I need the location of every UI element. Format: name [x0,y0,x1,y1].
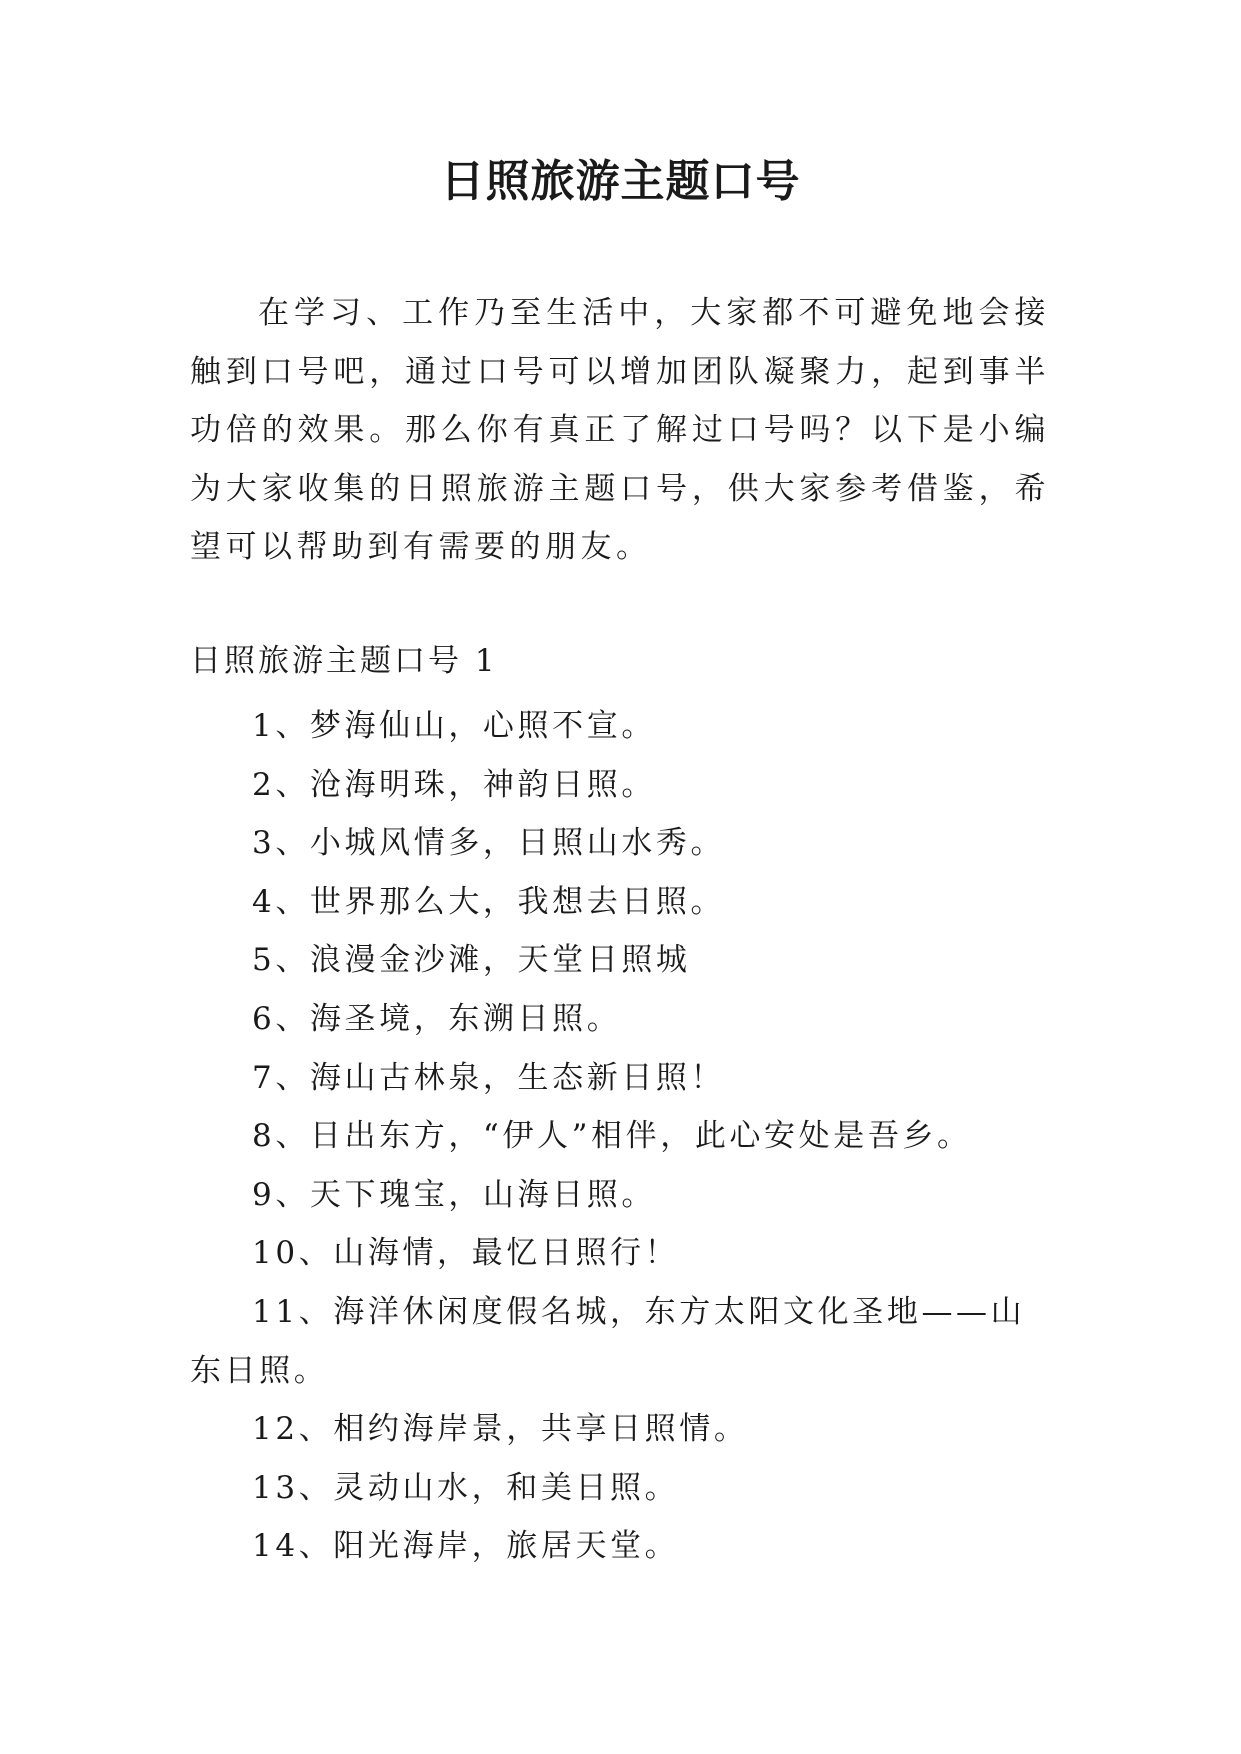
slogan-item: 13、灵动山水，和美日照。 [252,1469,680,1506]
slogan-item: 1、梦海仙山，心照不宣。 [252,708,656,744]
slogan-item: 10、山海情，最忆日照行！ [252,1235,680,1272]
slogan-item: 5、浪漫金沙滩，天堂日照城 [252,942,691,979]
slogan-item: 14、阳光海岸，旅居天堂。 [252,1528,680,1565]
slogan-item: 11、海洋休闲度假名城，东方太阳文化圣地——山东日照。 [190,1293,1026,1389]
slogan-item: 6、海圣境，东溯日照。 [252,1000,622,1037]
intro-paragraph: 在学习、工作乃至生活中，大家都不可避免地会接触到口号吧，通过口号可以增加团队凝聚力，起到事半功倍的效果。那么你有真正了解过口号吗？以下是小编为大家收集的日照旅游主题口号，供大家参考借鉴，希望可以帮助到有需要的朋友。 [190,295,1050,566]
slogan-list [190,697,1050,1576]
slogan-item: 7、海山古林泉，生态新日照！ [252,1059,726,1096]
slogan-item: 4、世界那么大，我想去日照。 [252,883,726,920]
slogan-item: 8、日出东方，“伊人”相伴，此心安处是吾乡。 [252,1118,972,1155]
slogan-item: 12、相约海岸景，共享日照情。 [252,1411,749,1448]
slogan-item: 2、沧海明珠，神韵日照。 [252,766,656,803]
slogan-item: 3、小城风情多，日照山水秀。 [252,825,726,862]
document-title: 日照旅游主题口号 [440,156,801,207]
slogan-item: 9、天下瑰宝，山海日照。 [252,1176,656,1213]
section-heading: 日照旅游主题口号 1 [190,643,498,679]
